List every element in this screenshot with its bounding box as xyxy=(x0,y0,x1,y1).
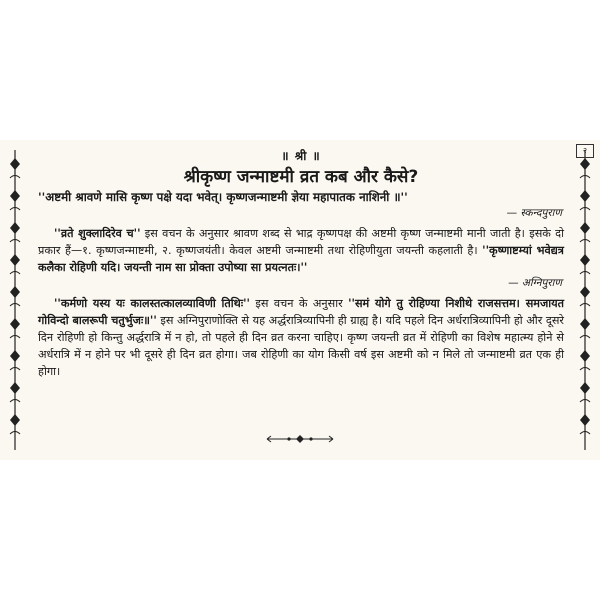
source-skandapurana: — स्कन्दपुराण xyxy=(506,207,562,219)
paragraph-2-text-a: इस वचन के अनुसार xyxy=(249,297,349,310)
right-ornamental-border xyxy=(578,150,592,450)
paragraph-2-text-b: इस अग्निपुराणोक्ति से यह अर्द्धरात्रिव्यापिनी ही ग्राह्य है। यदि पहले दिन अर्धरात्रिव्यापिनी हो और दूसरे दिन रोहिणी हो किन्तु अर्द्धरात्रि में न हो, तो पहले ही दिन व्रत करना चाहिए। कृष्ण जयन्ती व्रत में रोहिणी का विशेष महात्म्य होने से अर्धरात्रि में न होने पर भी दूसरे ही दिन व्रत होगा। जब रोहिणी का योग किसी वर्ष इस अष्टमी को न मिले तो जन्माष्टमी व्रत एक ही होगा। xyxy=(38,314,564,378)
opening-shloka: ''अष्टमी श्रावणे मासि कृष्ण पक्षे यदा भवेत्। कृष्णजन्माष्टमी ज्ञेया महापातक नाशिनी ॥'' xyxy=(38,190,408,204)
left-ornamental-border xyxy=(8,150,22,450)
paragraph-1-text-a: इस वचन के अनुसार श्रावण शब्द से भाद्र कृष्णपक्ष की अष्टमी कृष्ण जन्माष्टमी मानी जाती है। इसके दो प्रकार हैं—१. कृष्णजन्माष्टमी, २. कृष्णजयंती। केवल अष्टमी जन्माष्टमी तथा रोहिणीयुता जयन्ती कहलाती है। xyxy=(38,227,564,257)
book-page xyxy=(0,140,600,460)
paragraph-2-quote-a: ''कर्मणो यस्य यः कालस्तत्कालव्याविणी तिथिः'' xyxy=(54,297,250,310)
paragraph-1-quote-b: ''कृष्णाष्टम्यां भवेद्यत्र कलैका रोहिणी यदि। जयन्ती नाम सा प्रोक्ता उपोष्या सा प्रयत्नतः।'' xyxy=(38,244,564,274)
paragraph-1 xyxy=(38,225,564,276)
paragraph-2 xyxy=(38,295,564,380)
paragraph-2-quote-b: ''समं योगे तु रोहिण्या निशीथे राजसत्तम। समजायत गोविन्दो बालरूपी चतुर्भुजः॥'' xyxy=(38,297,565,327)
page-content xyxy=(38,148,564,380)
heading-mark: ॥ श्री ॥ xyxy=(281,149,321,163)
page-number: २ xyxy=(576,144,594,158)
page-title: श्रीकृष्ण जन्माष्टमी व्रत कब और कैसे? xyxy=(183,167,419,187)
divider-ornament-icon xyxy=(265,434,335,444)
source-agnipurana: — अग्निपुराण xyxy=(508,277,562,289)
ornamental-divider xyxy=(0,429,600,448)
paragraph-1-quote-a: ''व्रते शुक्लादिरेव च'' xyxy=(54,227,141,240)
